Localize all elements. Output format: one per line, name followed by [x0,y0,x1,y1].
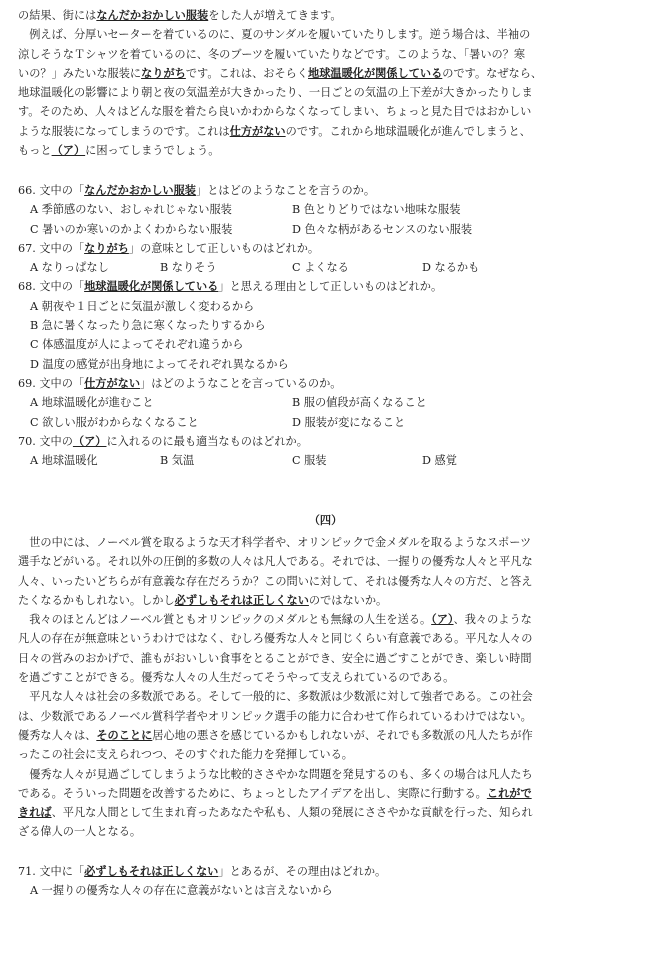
text-run: 」はどのようなことを言っているのか。 [140,376,342,390]
answer-option[interactable]: A 朝夜や１日ごとに気温が激しく変わるから [30,299,255,313]
question-group-66-70 [18,181,633,470]
text-run: ような服装になってしまうのです。これは [18,124,230,138]
option-row [18,335,633,354]
text-run: ざる偉人の一人となる。 [18,825,142,839]
text-run: に入れるのに最も適当なものはどれか。 [106,434,308,448]
answer-option[interactable]: C 服装 [292,454,327,468]
passage-line [18,45,633,64]
answer-option[interactable]: D 温度の感覚が出身地によってそれぞれ異なるから [30,357,289,371]
answer-option[interactable]: B なりそう [160,261,217,275]
section-title [18,511,633,530]
text-run: です。これは、おそらく [185,66,309,80]
option-row [18,413,633,432]
underlined-phrase: なりがち [141,65,186,80]
option-row [18,451,633,470]
underlined-phrase: なりがち [84,240,129,255]
answer-option[interactable]: A 地球温暖化 [30,454,98,468]
passage-line [18,25,633,44]
text-run: 涼しそうなＴシャツを着ているのに、冬のブーツを履いていたりなどです。このような、「暑いの？寒 [18,47,526,61]
answer-option[interactable]: A 季節感のない、おしゃれじゃない服装 [30,203,232,217]
text-run: 」の意味として正しいものはどれか。 [128,241,320,255]
underlined-phrase: 必ずしもそれは正しくない [84,864,219,878]
text-run: 、平凡な人間として生まれ育ったあなたや私も、人類の発展にささやかな貢献を行った、知られ [51,806,533,820]
text-run: の結果、街には [18,9,97,22]
text-run: は、少数派であるノーベル賞科学者やオリンピック選手の能力に合わせて作られているわけではない。 [18,709,532,723]
text-run: 67. 文中の「 [18,241,85,255]
passage-line [18,784,633,803]
option-row [18,220,633,239]
underlined-phrase: 地球温暖化が関係している [308,65,443,80]
answer-option[interactable]: C 暑いのか寒いのかよくわからない服装 [30,222,233,236]
passage-continued [18,6,633,160]
underlined-phrase: 地球温暖化が関係している [84,279,219,294]
option-row [18,393,633,412]
text-run: 世の中には、ノーベル賞を取るような天才科学者や、オリンピックで金メダルを取るようなスポーツ [18,536,532,549]
passage-line [18,64,633,83]
underlined-phrase: 必ずしもそれは正しくない [174,592,309,607]
answer-option[interactable]: B 急に暑くなったり急に寒くなったりするから [30,319,266,333]
text-run: である。そういった問題を改善するために、ちょっとしたアイデアを出し、実際に行動する。 [18,786,487,800]
passage-line [18,102,633,121]
text-run: 」と思える理由として正しいものはどれか。 [218,280,443,294]
text-run: 」とはどのようなことを言うのか。 [196,184,376,197]
text-run: のです。これから地球温暖化が進んでしまうと、 [285,124,531,138]
underlined-phrase: なんだかおかしい服装 [96,8,209,22]
option-row [18,355,633,374]
text-run: 優秀な人々が見過ごしてしまうような比較的ささやかな問題を発見するのも、多くの場合は凡人たち [18,767,533,781]
question-stem [18,277,633,296]
answer-option[interactable]: B 色とりどりではない地味な服装 [292,203,461,217]
text-run: 優秀な人々は、 [18,728,97,742]
underlined-phrase: （ア） [431,612,454,627]
text-run: いの？」みたいな服装に [18,66,142,80]
answer-option[interactable]: D なるかも [422,261,480,275]
passage-line [18,687,633,706]
passage-line [18,629,633,648]
passage-line [18,572,633,591]
answer-option[interactable]: C よくなる [292,261,349,275]
option-row [18,939,633,958]
text-run: を過ごすことができる。優秀な人々の人生だってそうやって支えられているのである。 [18,671,455,685]
underlined-phrase: （ア） [72,433,107,448]
answer-option[interactable]: C 欲しい服がわからなくなること [30,415,199,429]
option-row [18,901,633,920]
passage-line [18,83,633,102]
text-run: 人々、いったいどちらが有意義な存在だろうか？この問いに対して、それは優秀な人々の方だ、と答え [18,574,533,588]
text-run: 平凡な人々は社会の多数派である。そして一般的に、多数派は少数派に対して強者である。この社会 [18,690,533,704]
passage-line [18,668,633,687]
text-run: のです。なぜなら、 [442,66,543,80]
answer-option[interactable]: D 服装が変になること [292,415,406,429]
option-row [18,297,633,316]
option-row [18,316,633,335]
question-stem [18,239,633,258]
passage-section-4 [18,533,633,842]
text-run: 例えば、分厚いセーターを着ているのに、夏のサンダルを履いていたりします。逆う場合は、半袖の [18,28,531,42]
question-stem [18,862,633,881]
text-run: たくなるかもしれない。しかし [18,593,175,607]
text-run: に困ってしまうでしょう。 [85,144,220,158]
underlined-phrase: 仕方がない [229,123,286,138]
passage-line [18,745,633,764]
text-run: ったこの社会に支えられつつ、そのすぐれた能力を発揮している。 [18,748,353,762]
passage-line [18,122,633,141]
question-stem [18,181,633,200]
text-run: もっと [18,144,52,158]
text-run: 70. 文中の [18,434,73,448]
underlined-phrase: そのことに [96,727,153,742]
question-stem [18,374,633,393]
underlined-phrase: なんだかおかしい服装 [84,183,196,197]
text-run: 71. 文中に「 [18,865,85,878]
answer-option[interactable]: D 感覚 [422,454,457,468]
option-row [18,881,633,900]
passage-line [18,552,633,571]
text-run: 地球温暖化の影響により朝と夜の気温差が大きかったり、一日ごとの気温の上下差が大きかったりしま [18,86,533,100]
answer-option[interactable]: A なりっぱなし [30,261,109,275]
text-run: 」とあるが、その理由はどれか。 [218,865,387,878]
passage-line [18,610,633,629]
passage-line [18,591,633,610]
answer-option[interactable]: B 服の値段が高くなること [292,396,427,410]
underlined-phrase: きれば [18,805,52,820]
passage-line [18,765,633,784]
section-title-text: （四） [308,513,343,527]
text-run: 日々の営みのおかげで、誰もがおいしい食事をとることができ、安全に過ごすことができ、楽しい時間 [18,651,532,665]
text-run: す。そのため、人々はどんな服を着たら良いかわからなくなってしまい、ちょっと見た目ではおかしい [18,105,532,119]
passage-line [18,141,633,160]
option-row [18,920,633,939]
passage-line [18,726,633,745]
question-stem [18,432,633,451]
text-run: のではないか。 [308,593,388,607]
passage-line [18,6,633,25]
answer-option[interactable]: D 色々な柄があるセンスのない服装 [292,222,473,236]
passage-line [18,803,633,822]
text-run: 凡人の存在が無意味というわけではなく、むしろ優秀な人々と同じくらい有意義である。平凡な人々の [18,632,533,646]
underlined-phrase: 仕方がない [84,375,141,390]
text-run: 69. 文中の「 [18,376,85,390]
text-run: 我々のほとんどはノーベル賞ともオリンピックのメダルとも無縁の人生を送る。 [18,613,432,627]
answer-option[interactable]: B 気温 [160,454,195,468]
underlined-phrase: （ア） [51,143,86,158]
text-run: 居心地の悪さを感じているかもしれないが、それでも多数派の凡人たちが作 [152,728,533,742]
option-row [18,258,633,277]
passage-line [18,533,633,552]
passage-line [18,707,633,726]
passage-line [18,649,633,668]
text-run: をした人が増えてきます。 [208,9,342,22]
answer-option[interactable]: A 一握りの優秀な人々の存在に意義がないとは言えないから [30,884,333,898]
answer-option[interactable]: A 地球温暖化が進むこと [30,396,154,410]
text-run: 選手などがいる。それ以外の圧倒的多数の人々は凡人である。それでは、一握りの優秀な人々と平凡な [18,555,533,569]
underlined-phrase: これがで [486,785,532,800]
text-run: 66. 文中の「 [18,184,85,197]
text-run: 68. 文中の「 [18,280,85,294]
option-row [18,200,633,219]
passage-line [18,822,633,841]
answer-option[interactable]: C 体感温度が人によってそれぞれ違うから [30,338,244,352]
question-71 [18,862,633,958]
text-run: 、我々のような [453,613,532,627]
